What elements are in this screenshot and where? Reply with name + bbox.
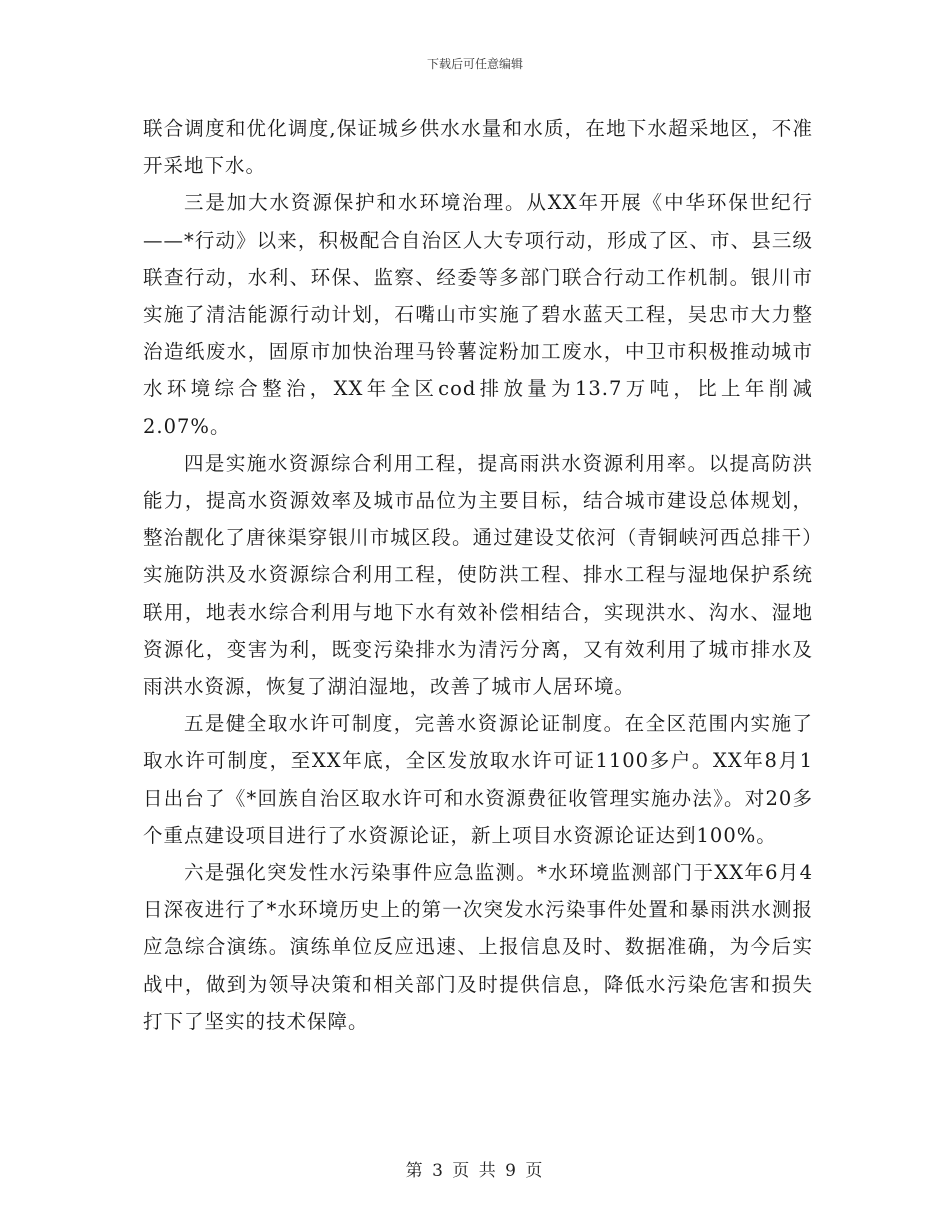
document-body xyxy=(143,110,813,1040)
page-header: 下载后可任意编辑 xyxy=(426,57,523,71)
paragraph-emergency-monitoring: 六是强化突发性水污染事件应急监测。*水环境监测部门于XX年6月4日深夜进行了*水环境历史上的第一次突发水污染事件处置和暴雨洪水测报应急综合演练。演练单位反应迅速、上报信息及时、数据准确，为今后实战中，做到为领导决策和相关部门及时提供信息，降低水污染危害和损失打下了坚实的技术保障。 xyxy=(143,861,813,1033)
paragraph-resource-utilization: 四是实施水资源综合利用工程，提高雨洪水资源利用率。以提高防洪能力，提高水资源效率及城市品位为主要目标，结合城市建设总体规划，整治靓化了唐徕渠穿银川市城区段。通过建设艾依河（青铜峡河西总排干）实施防洪及水资源综合利用工程，使防洪工程、排水工程与湿地保护系统联用，地表水综合利用与地下水有效补偿相结合，实现洪水、沟水、湿地资源化，变害为利，既变污染排水为清污分离，又有效利用了城市排水及雨洪水资源，恢复了湖泊湿地，改善了城市人居环境。 xyxy=(143,451,813,699)
paragraph-water-protection: 三是加大水资源保护和水环境治理。从XX年开展《中华环保世纪行——*行动》以来，积极配合自治区人大专项行动，形成了区、市、县三级联查行动，水利、环保、监察、经委等多部门联合行动工作机制。银川市实施了清洁能源行动计划，石嘴山市实施了碧水蓝天工程，吴忠市大力整治造纸废水，固原市加快治理马铃薯淀粉加工废水，中卫市积极推动城市水环境综合整治，XX年全区cod排放量为13.7万吨，比上年削减2.07%。 xyxy=(143,191,813,438)
paragraph-continuation: 联合调度和优化调度,保证城乡供水水量和水质，在地下水超采地区，不准开采地下水。 xyxy=(143,117,813,178)
page-number: 第 3 页 共 9 页 xyxy=(405,1161,545,1181)
paragraph-water-permit: 五是健全取水许可制度，完善水资源论证制度。在全区范围内实施了取水许可制度，至XX年底，全区发放取水许可证1100多户。XX年8月1日出台了《*回族自治区取水许可和水资源费征收管理实施办法》。对20多个重点建设项目进行了水资源论证，新上项目水资源论证达到100%。 xyxy=(143,712,813,847)
